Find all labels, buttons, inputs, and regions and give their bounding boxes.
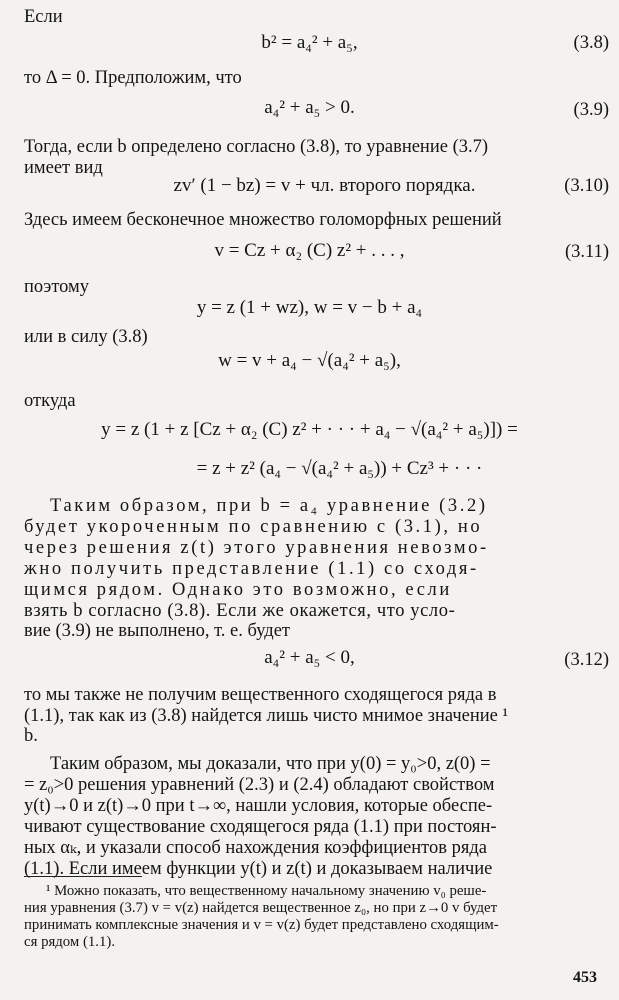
text-line: откуда — [24, 391, 76, 411]
text-line: взять b согласно (3.8). Если же окажется, что усло- — [24, 601, 456, 621]
text-line: то Δ = 0. Предположим, что — [24, 68, 242, 88]
text-line: (1.1), так как из (3.8) найдется лишь чисто мнимое значение ¹ — [24, 706, 509, 726]
text-line: Тогда, если b определено согласно (3.8), то уравнение (3.7) — [24, 137, 489, 157]
page-number: 453 — [573, 969, 597, 986]
text-line: b. — [24, 726, 38, 746]
text-line: через решения z(t) этого уравнения невозмо- — [24, 538, 489, 558]
text-line: = z₀>0 решения уравнений (2.3) и (2.4) обладают свойством — [24, 775, 495, 795]
text-line: то мы также не получим вещественного сходящегося ряда в — [24, 685, 497, 705]
equation-number: (3.10) — [564, 176, 609, 196]
footnote-line: ¹ Можно показать, что вещественному начальному значению v₀ реше- — [46, 883, 487, 899]
equation: y = z (1 + z [Cz + α₂ (C) z² + · · · + a₄ − √(a₄² + a₅)]) = — [101, 419, 518, 440]
equation-number: (3.9) — [573, 100, 609, 120]
text-line: или в силу (3.8) — [24, 327, 148, 347]
footnote-line: ся рядом (1.1). — [24, 934, 116, 950]
text-line: имеет вид — [24, 158, 103, 178]
equation-3-12: a₄² + a₅ < 0, — [264, 647, 355, 668]
text-line: (1.1). Если имеем функции y(t) и z(t) и доказываем наличие — [24, 859, 493, 879]
equation-number: (3.12) — [564, 650, 609, 670]
equation-3-11: v = Cz + α₂ (C) z² + . . . , — [214, 240, 405, 261]
equation-number: (3.8) — [573, 33, 609, 53]
text-line: чивают существование сходящегося ряда (1.1) при постоян- — [24, 817, 497, 837]
equation-3-10: zv′ (1 − bz) = v + чл. второго порядка. — [173, 175, 476, 196]
equation-3-8: b² = a₄² + a₅, — [261, 32, 358, 53]
equation: y = z (1 + wz), w = v − b + a₄ — [196, 297, 423, 318]
text-line: Таким образом, мы доказали, что при y(0) = y₀>0, z(0) = — [50, 754, 491, 774]
equation: = z + z² (a₄ − √(a₄² + a₅)) + Cz³ + · · · — [196, 458, 483, 479]
footnote-rule — [24, 876, 142, 877]
footnote-line: ния уравнения (3.7) v = v(z) найдется вещественное z₀, но при z→0 v будет — [24, 900, 498, 916]
text-line: вие (3.9) не выполнено, т. е. будет — [24, 621, 291, 641]
text-line: Здесь имеем бесконечное множество голоморфных решений — [24, 210, 502, 230]
footnote-line: принимать комплексные значения и v = v(z) будет представлено сходящим- — [24, 917, 499, 933]
text-line: Если — [24, 7, 63, 27]
equation-number: (3.11) — [564, 242, 609, 262]
text-line: жно получить представление (1.1) со сходя- — [24, 559, 479, 579]
equation: w = v + a₄ − √(a₄² + a₅), — [218, 350, 401, 371]
text-line: поэтому — [24, 277, 90, 297]
text-line: ных αₖ, и указали способ нахождения коэффициентов ряда — [24, 838, 488, 858]
text-line: y(t)→0 и z(t)→0 при t→∞, нашли условия, которые обеспе- — [24, 796, 493, 816]
text-line: щимся рядом. Однако это возможно, если — [24, 580, 452, 600]
text-line: будет укороченным по сравнению с (3.1), но — [24, 517, 483, 537]
equation-3-9: a₄² + a₅ > 0. — [264, 97, 355, 118]
text-line: Таким образом, при b = a₄ уравнение (3.2) — [50, 496, 488, 516]
